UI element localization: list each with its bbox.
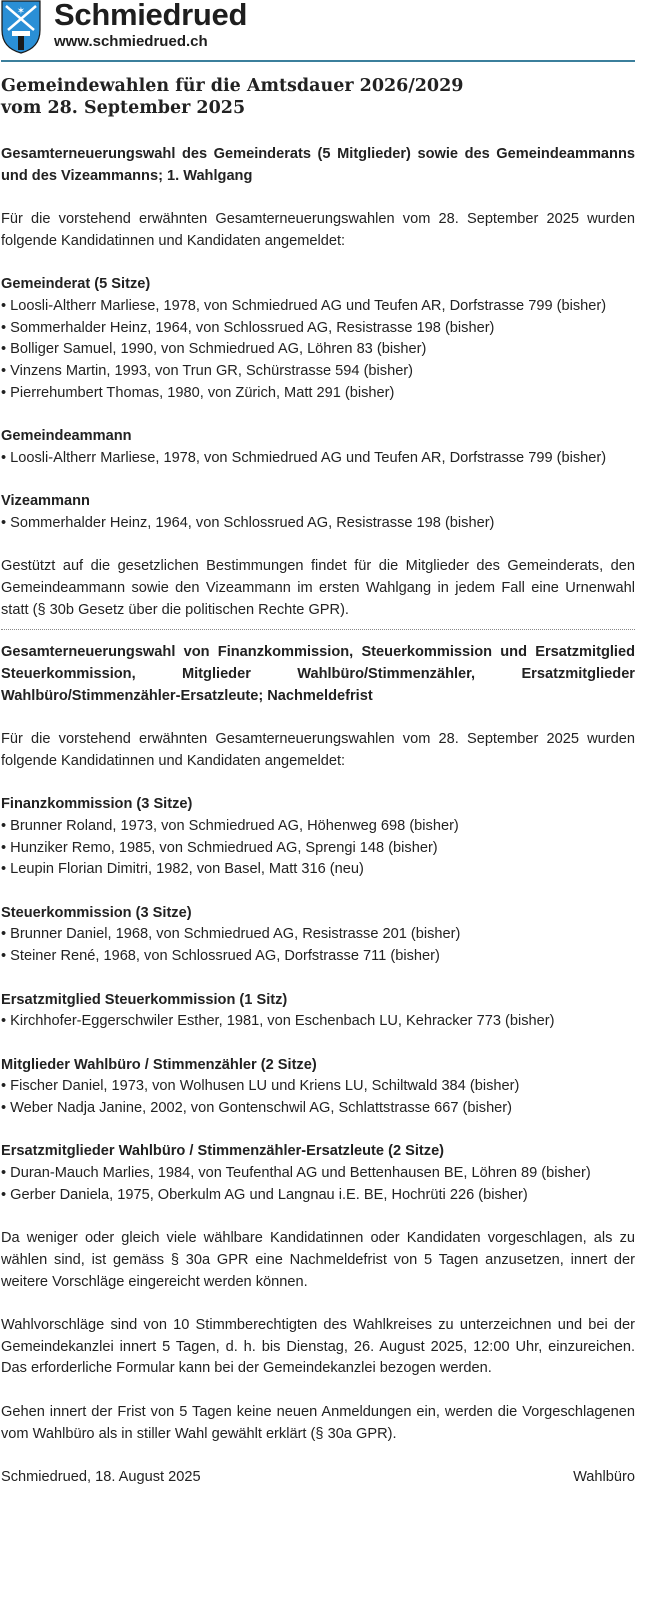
candidate-group	[1, 491, 635, 534]
section-gemeinderat	[1, 144, 635, 621]
municipality-name: Schmiedrued	[54, 0, 248, 32]
section-closing: Gestützt auf die gesetzlichen Bestimmungen findet für die Mitglieder des Gemeinderats, den Gemeindeammann sowie den Vizeammann im ersten Wahlgang in jedem Fall eine Urnenwahl statt (§ 30b Gesetz über die politischen Rechte GPR).	[1, 558, 635, 618]
masthead	[1, 0, 635, 62]
group-title: Mitglieder Wahlbüro / Stimmenzähler (2 Sitze)	[1, 1056, 317, 1073]
group-title: Gemeindeammann	[1, 428, 132, 445]
candidate-item: • Fischer Daniel, 1973, von Wolhusen LU und Kriens LU, Schiltwald 384 (bisher)	[1, 1078, 520, 1095]
candidate-item: • Weber Nadja Janine, 2002, von Gontenschwil AG, Schlattstrasse 667 (bisher)	[1, 1100, 513, 1117]
group-title: Ersatzmitglieder Wahlbüro / Stimmenzähler-Ersatzleute (2 Sitze)	[1, 1143, 445, 1160]
divider	[1, 629, 635, 630]
candidate-group	[1, 274, 635, 404]
candidate-item: • Loosli-Altherr Marliese, 1978, von Schmiedrued AG und Teufen AR, Dorfstrasse 799 (bisher)	[1, 297, 607, 314]
place-date: Schmiedrued, 18. August 2025	[1, 1468, 201, 1485]
section-kommissionen	[1, 642, 635, 1445]
group-title: Vizeammann	[1, 493, 90, 510]
candidate-item: • Hunziker Remo, 1985, von Schmiedrued AG, Sprengi 148 (bisher)	[1, 839, 438, 856]
group-title: Steuerkommission (3 Sitze)	[1, 904, 192, 921]
candidate-item: • Brunner Daniel, 1968, von Schmiedrued AG, Resistrasse 201 (bisher)	[1, 926, 461, 943]
section-heading: Gesamterneuerungswahl des Gemeinderats (5 Mitglieder) sowie des Gemeindeammanns und des Vizeammanns; 1. Wahlgang	[1, 146, 635, 184]
group-title: Finanzkommission (3 Sitze)	[1, 796, 193, 813]
page-title: Gemeindewahlen für die Amtsdauer 2026/2029 vom 28. September 2025	[1, 76, 464, 118]
candidate-item: • Duran-Mauch Marlies, 1984, von Teufenthal AG und Bettenhausen BE, Löhren 89 (bisher)	[1, 1165, 591, 1182]
candidate-item: • Leupin Florian Dimitri, 1982, von Basel, Matt 316 (neu)	[1, 861, 364, 878]
candidate-item: • Sommerhalder Heinz, 1964, von Schlossrued AG, Resistrasse 198 (bisher)	[1, 319, 495, 336]
candidate-groups	[1, 794, 635, 1206]
candidate-item: • Gerber Daniela, 1975, Oberkulm AG und Langnau i.E. BE, Hochrüti 226 (bisher)	[1, 1186, 528, 1203]
footer	[1, 1467, 635, 1489]
paragraph: Wahlvorschläge sind von 10 Stimmberechtigten des Wahlkreises zu unterzeichnen und bei der Gemeindekanzlei innert 5 Tagen, d. h. bis Dienstag, 26. August 2025, 12:00 Uhr, einzureichen. Das erforderliche Formular kann bei der Gemeindekanzlei bezogen werden.	[1, 1317, 635, 1377]
candidate-item: • Sommerhalder Heinz, 1964, von Schlossrued AG, Resistrasse 198 (bisher)	[1, 514, 495, 531]
candidate-item: • Steiner René, 1968, von Schlossrued AG, Dorfstrasse 711 (bisher)	[1, 948, 440, 965]
group-title: Gemeinderat (5 Sitze)	[1, 276, 151, 293]
group-title: Ersatzmitglied Steuerkommission (1 Sitz)	[1, 991, 288, 1008]
candidate-item: • Pierrehumbert Thomas, 1980, von Zürich, Matt 291 (bisher)	[1, 384, 395, 401]
candidate-group	[1, 990, 635, 1033]
svg-text:✶: ✶	[16, 6, 26, 17]
candidate-item: • Bolliger Samuel, 1990, von Schmiedrued AG, Löhren 83 (bisher)	[1, 341, 427, 358]
candidate-item: • Vinzens Martin, 1993, von Trun GR, Schürstrasse 594 (bisher)	[1, 363, 414, 379]
candidate-group	[1, 794, 635, 881]
signature: Wahlbüro	[573, 1468, 635, 1485]
candidate-groups	[1, 274, 635, 534]
candidate-item: • Loosli-Altherr Marliese, 1978, von Schmiedrued AG und Teufen AR, Dorfstrasse 799 (bisher)	[1, 449, 607, 466]
coat-of-arms-logo	[1, 0, 41, 54]
section-intro: Für die vorstehend erwähnten Gesamterneuerungswahlen vom 28. September 2025 wurden folgende Kandidatinnen und Kandidaten angemeldet:	[1, 211, 635, 249]
candidate-group	[1, 1141, 635, 1206]
candidate-item: • Kirchhofer-Eggerschwiler Esther, 1981, von Eschenbach LU, Kehracker 773 (bisher)	[1, 1013, 555, 1030]
paragraph: Gehen innert der Frist von 5 Tagen keine neuen Anmeldungen ein, werden die Vorgeschlagenen vom Wahlbüro als in stiller Wahl gewählt erklärt (§ 30a GPR).	[1, 1403, 635, 1442]
candidate-item: • Brunner Roland, 1973, von Schmiedrued AG, Höhenweg 698 (bisher)	[1, 817, 459, 834]
section-intro: Für die vorstehend erwähnten Gesamterneuerungswahlen vom 28. September 2025 wurden folgende Kandidatinnen und Kandidaten angemeldet:	[1, 731, 635, 769]
candidate-group	[1, 903, 635, 968]
candidate-group	[1, 1055, 635, 1120]
website-url: www.schmiedrued.ch	[54, 33, 208, 50]
section-heading: Gesamterneuerungswahl von Finanzkommission, Steuerkommission und Ersatzmitglied Steuerkommission, Mitglieder Wahlbüro/Stimmenzähler, Ersatzmitglieder Wahlbüro/Stimmenzähler-Ersatzleute; Nachmeldefrist	[1, 644, 635, 704]
candidate-group	[1, 426, 635, 469]
paragraph: Da weniger oder gleich viele wählbare Kandidatinnen oder Kandidaten vorgeschlagen, als zu wählen sind, ist gemäss § 30a GPR eine Nachmeldefrist von 5 Tagen anzusetzen, innert der weitere Vorschläge eingereicht werden können.	[1, 1230, 635, 1290]
